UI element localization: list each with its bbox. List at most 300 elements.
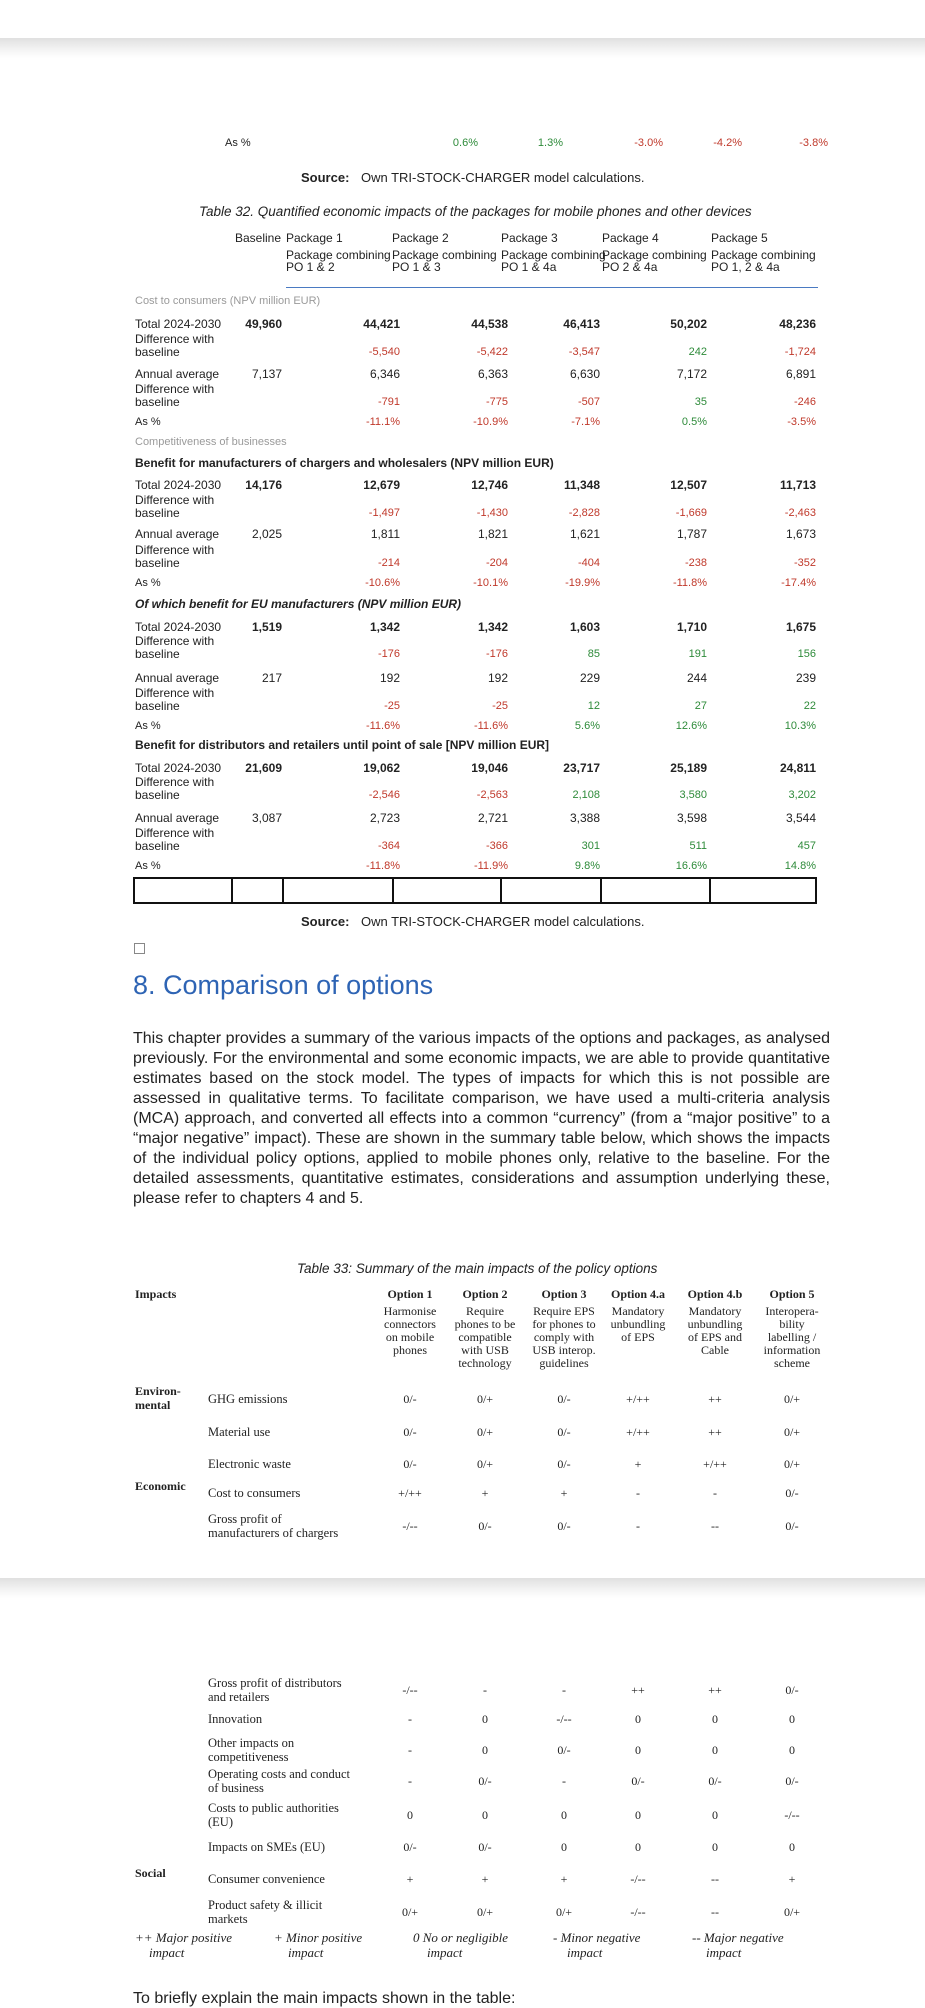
impact-score: 0/-	[557, 1743, 571, 1757]
table-cell: -4.2%	[713, 137, 742, 149]
checkbox-icon[interactable]	[134, 943, 145, 954]
legend-entry: 0 No or negligible	[413, 1930, 508, 1945]
table-cell: 0.6%	[452, 137, 478, 149]
impact-score: 0/+	[783, 1457, 801, 1471]
table-cell: 12	[587, 700, 600, 712]
impact-score: --	[711, 1905, 719, 1919]
impact-score: +	[560, 1486, 568, 1500]
legend-entry: impact	[149, 1945, 185, 1960]
table-cell: 191	[688, 648, 707, 660]
impact-score: 0	[561, 1808, 567, 1822]
impact-score: -/--	[630, 1872, 646, 1886]
impact-score: 0/-	[478, 1840, 492, 1854]
impact-score: +	[560, 1872, 568, 1886]
impact-score: -	[562, 1774, 566, 1788]
table-cell: 35	[694, 396, 707, 408]
column-header: Package 1	[286, 231, 343, 245]
table-cell: -10.9%	[473, 416, 508, 428]
table-cell: 1,673	[785, 527, 816, 541]
impact-score: +	[788, 1872, 796, 1886]
table-cell: 242	[688, 346, 707, 358]
impact-score: 0/+	[783, 1905, 801, 1919]
impact-score: 0/+	[555, 1905, 573, 1919]
impact-label: competitiveness	[208, 1750, 289, 1764]
table-cell: 22	[803, 700, 816, 712]
impact-score: 0/-	[403, 1840, 417, 1854]
impact-score: +	[634, 1457, 642, 1471]
impact-score: 0	[635, 1712, 641, 1726]
option-description: on mobile	[385, 1330, 435, 1344]
table-cell: -2,463	[784, 507, 816, 519]
table-cell: -11.6%	[473, 720, 508, 732]
impact-score: ++	[708, 1425, 722, 1439]
table-cell: -352	[793, 557, 816, 569]
table-cell: 1,342	[369, 620, 400, 634]
impact-score: +/++	[626, 1392, 650, 1406]
table-cell: -11.6%	[365, 720, 400, 732]
impact-score: -	[408, 1743, 412, 1757]
impact-score: 0/-	[403, 1457, 417, 1471]
table-cell: -214	[377, 557, 400, 569]
row-label: Difference with baseline	[135, 493, 215, 520]
row-label: Total 2024-2030	[135, 620, 222, 634]
table-cell: 1,821	[477, 527, 508, 541]
impact-label: and retailers	[208, 1690, 270, 1704]
row-label: Annual average	[135, 811, 220, 825]
category-label: mental	[135, 1398, 171, 1412]
table-cell: -204	[485, 557, 508, 569]
impact-score: 0/-	[557, 1519, 571, 1533]
row-label: Difference with baseline	[135, 332, 215, 359]
table-cell: 12,746	[471, 478, 508, 492]
impact-score: 0/-	[557, 1392, 571, 1406]
table-cell: 217	[261, 671, 282, 685]
row-label: As %	[135, 860, 161, 872]
table-cell: -404	[577, 557, 600, 569]
table-cell: 156	[797, 648, 816, 660]
table-cell: 1,675	[785, 620, 816, 634]
impact-score: 0	[482, 1712, 488, 1726]
table-cell: 239	[795, 671, 816, 685]
category-label: Economic	[135, 1479, 186, 1493]
source-label: Source:	[301, 914, 350, 929]
body-paragraph: This chapter provides a summary of the various impacts of the options and packages, as analysed previously. For the environmental and some economic impacts, we are able to provide quantitative estimates based on the stock model. The types of impacts for which this is not possible are assessed in qualitative terms. To facilitate comparison, we have used a multi-criteria analysis (MCA) approach, and converted all effects into a common “currency” (from a “major positive” to a “major negative” impact). These are shown in the summary table below, which shows the impacts of the individual policy options, applied to mobile phones only, relative to the baseline. For the detailed assessments, quantitative estimates, considerations and assumption underlying these, please refer to chapters 4 and 5.	[133, 1030, 830, 1207]
legend-entry: impact	[427, 1945, 463, 1960]
option-description: phones	[393, 1343, 427, 1357]
table-cell: -11.9%	[473, 860, 508, 872]
option-header: Option 5	[769, 1287, 815, 1301]
impact-score: 0	[789, 1840, 795, 1854]
impact-score: -	[408, 1774, 412, 1788]
option-description: technology	[458, 1356, 512, 1370]
impact-label: of business	[208, 1781, 264, 1795]
option-description: bility	[779, 1317, 805, 1331]
impact-label: Consumer convenience	[208, 1872, 325, 1886]
table-cell: -3.8%	[799, 137, 828, 149]
impact-score: 0	[712, 1808, 718, 1822]
table-cell: 12.6%	[675, 720, 707, 732]
impact-label: (EU)	[208, 1815, 233, 1829]
row-label: Annual average	[135, 527, 220, 541]
table-cell: -364	[377, 840, 400, 852]
impact-score: 0/-	[478, 1519, 492, 1533]
impact-label: Innovation	[208, 1712, 263, 1726]
option-description: Mandatory	[688, 1304, 742, 1318]
option-header: Option 4.b	[687, 1287, 743, 1301]
table-cell: -11.8%	[672, 577, 707, 589]
table-cell: -507	[577, 396, 600, 408]
impact-score: +	[481, 1872, 489, 1886]
impact-score: 0	[635, 1840, 641, 1854]
table-cell: -1,724	[784, 346, 816, 358]
row-label: As %	[135, 416, 161, 428]
table-cell: -10.6%	[365, 577, 400, 589]
impact-score: 0	[482, 1743, 488, 1757]
option-header: Option 3	[541, 1287, 587, 1301]
impact-score: 0	[712, 1712, 718, 1726]
table-cell: -17.4%	[781, 577, 816, 589]
option-description: for phones to	[532, 1317, 596, 1331]
column-header: Package 3	[501, 231, 558, 245]
table-cell: -2,828	[568, 507, 600, 519]
category-label: Environ-	[135, 1384, 181, 1398]
impact-score: 0	[635, 1808, 641, 1822]
option-header: Option 4.a	[610, 1287, 665, 1301]
option-description: phones to be	[454, 1317, 516, 1331]
table-cell: -5,422	[476, 346, 508, 358]
impact-label: Electronic waste	[208, 1457, 291, 1471]
impact-label: Operating costs and conduct	[208, 1767, 350, 1781]
table-cell: 9.8%	[574, 860, 600, 872]
table-cell: 44,538	[471, 317, 508, 331]
table-cell: 11,713	[779, 478, 816, 492]
table-cell: 1,603	[569, 620, 600, 634]
table-cell: 3,087	[251, 811, 282, 825]
impact-score: +/++	[398, 1486, 422, 1500]
impact-score: 0	[635, 1743, 641, 1757]
table-cell: 511	[689, 840, 707, 852]
table-cell: 6,346	[369, 367, 400, 381]
table-cell: 7,172	[676, 367, 707, 381]
table-cell: -176	[377, 648, 400, 660]
table-cell: 2,108	[572, 789, 600, 801]
legend-entry: impact	[288, 1945, 324, 1960]
impact-score: +	[481, 1486, 489, 1500]
impact-score: -/--	[402, 1519, 418, 1533]
impact-score: 0/-	[785, 1519, 799, 1533]
option-description: guidelines	[539, 1356, 589, 1370]
row-label: As %	[225, 137, 251, 149]
column-header: Package 2	[392, 231, 449, 245]
row-label: As %	[135, 720, 161, 732]
table-cell: 192	[379, 671, 400, 685]
row-label: Difference with baseline	[135, 686, 215, 713]
table-cell: -2,563	[476, 789, 508, 801]
impact-score: 0	[482, 1808, 488, 1822]
impact-score: 0/-	[403, 1425, 417, 1439]
impact-label: manufacturers of chargers	[208, 1526, 339, 1540]
legend-entry: + Minor positive	[274, 1930, 363, 1945]
option-description: Interopera-	[765, 1304, 819, 1318]
table-cell: 14.8%	[784, 860, 816, 872]
table-cell: -19.9%	[565, 577, 600, 589]
table-cell: 457	[797, 840, 816, 852]
impact-score: 0/+	[783, 1425, 801, 1439]
table-caption: Table 32. Quantified economic impacts of the packages for mobile phones and other devices	[199, 204, 752, 219]
impact-score: --	[711, 1872, 719, 1886]
table-caption: Table 33: Summary of the main impacts of the policy options	[297, 1261, 658, 1276]
option-description: of EPS	[621, 1330, 655, 1344]
table-cell: 12,679	[363, 478, 400, 492]
impact-score: 0/+	[476, 1425, 494, 1439]
table-cell: 5.6%	[574, 720, 600, 732]
impact-score: -	[562, 1683, 566, 1697]
table-cell: 16.6%	[675, 860, 707, 872]
impact-score: 0/-	[785, 1486, 799, 1500]
row-label: Annual average	[135, 671, 220, 685]
legend-entry: - Minor negative	[553, 1930, 641, 1945]
impact-score: 0/+	[783, 1392, 801, 1406]
section-heading: 8. Comparison of options	[133, 970, 434, 1000]
option-description: Harmonise	[383, 1304, 437, 1318]
table-cell: 19,062	[363, 761, 400, 775]
option-description: labelling /	[767, 1330, 817, 1344]
table-cell: -7.1%	[571, 416, 600, 428]
table-cell: 2,721	[477, 811, 508, 825]
table-cell: 1,811	[370, 527, 400, 541]
header-rule	[286, 287, 818, 288]
impact-score: ++	[708, 1683, 722, 1697]
table-cell: 50,202	[670, 317, 707, 331]
table-cell: 23,717	[563, 761, 600, 775]
column-header: Package 4	[602, 231, 659, 245]
table-cell: -3,547	[568, 346, 600, 358]
subsection-label: Benefit for manufacturers of chargers and wholesalers (NPV million EUR)	[135, 456, 554, 470]
body-text: To briefly explain the main impacts shown in the table:	[133, 1990, 516, 2007]
impact-score: ++	[631, 1683, 645, 1697]
table-cell: -25	[492, 700, 508, 712]
option-description: of EPS and	[688, 1330, 742, 1344]
table-cell: 46,413	[563, 317, 600, 331]
option-description: unbundling	[687, 1317, 743, 1331]
source-label: Source:	[301, 170, 350, 185]
table-cell: -5,540	[368, 346, 400, 358]
table-cell: 3,598	[676, 811, 707, 825]
table-cell: 11,348	[563, 478, 600, 492]
column-subheader: Package combining PO 1, 2 & 4a	[711, 248, 816, 274]
option-description: USB interop.	[532, 1343, 596, 1357]
impact-score: 0	[712, 1840, 718, 1854]
table-cell: 2,723	[369, 811, 400, 825]
table-cell: 3,544	[785, 811, 816, 825]
table-cell: 3,388	[569, 811, 600, 825]
section-label: Competitiveness of businesses	[135, 436, 287, 448]
table-cell: 2,025	[251, 527, 282, 541]
impact-score: 0	[407, 1808, 413, 1822]
table-cell: 1,710	[676, 620, 707, 634]
option-description: with USB	[461, 1343, 509, 1357]
option-description: Require	[466, 1304, 504, 1318]
impact-score: -	[636, 1519, 640, 1533]
table-cell: -11.1%	[365, 416, 400, 428]
impact-score: +	[406, 1872, 414, 1886]
row-label: Annual average	[135, 367, 220, 381]
option-description: scheme	[774, 1356, 810, 1370]
impact-label: Cost to consumers	[208, 1486, 301, 1500]
impact-score: 0/+	[476, 1392, 494, 1406]
impact-label: Costs to public authorities	[208, 1801, 339, 1815]
impact-label: GHG emissions	[208, 1392, 288, 1406]
page-top-band	[0, 38, 925, 58]
impact-score: -	[408, 1712, 412, 1726]
impact-label: Gross profit of	[208, 1512, 282, 1526]
impact-score: 0/-	[785, 1683, 799, 1697]
table-cell: -10.1%	[473, 577, 508, 589]
impact-score: 0/-	[403, 1392, 417, 1406]
table-cell: 1,787	[676, 527, 707, 541]
impact-label: Other impacts on	[208, 1736, 295, 1750]
row-label: Total 2024-2030	[135, 317, 222, 331]
empty-table-row	[133, 877, 817, 904]
impact-score: -	[483, 1683, 487, 1697]
legend-entry: impact	[706, 1945, 742, 1960]
column-subheader: Package combining PO 2 & 4a	[602, 248, 707, 274]
column-header: Package 5	[711, 231, 768, 245]
option-description: information	[763, 1343, 821, 1357]
option-description: compatible	[458, 1330, 512, 1344]
impact-score: -	[713, 1486, 717, 1500]
category-label: Social	[135, 1866, 166, 1880]
section-label: Cost to consumers (NPV million EUR)	[135, 295, 321, 307]
row-label: As %	[135, 577, 161, 589]
legend-entry: impact	[567, 1945, 603, 1960]
page-break-band	[0, 1578, 925, 1598]
table-cell: 14,176	[245, 478, 282, 492]
table-cell: -1,669	[675, 507, 707, 519]
legend-entry: -- Major negative	[692, 1930, 784, 1945]
impact-score: 0	[561, 1840, 567, 1854]
table-cell: -176	[485, 648, 508, 660]
table-cell: 1,519	[251, 620, 282, 634]
column-subheader: Package combining PO 1 & 4a	[501, 248, 606, 274]
option-description: unbundling	[610, 1317, 666, 1331]
table-cell: -1,430	[476, 507, 508, 519]
subsection-label: Benefit for distributors and retailers until point of sale [NPV million EUR]	[135, 738, 550, 752]
column-subheader: Package combining PO 1 & 2	[286, 248, 391, 274]
table-cell: -366	[485, 840, 508, 852]
row-label: Difference with baseline	[135, 634, 215, 661]
impact-score: 0	[789, 1743, 795, 1757]
impact-score: 0/-	[557, 1457, 571, 1471]
impact-score: 0/-	[631, 1774, 645, 1788]
table-cell: 6,363	[477, 367, 508, 381]
row-label: Total 2024-2030	[135, 761, 222, 775]
impact-score: 0	[712, 1743, 718, 1757]
table-cell: 24,811	[779, 761, 816, 775]
impact-score: 0/+	[476, 1457, 494, 1471]
impact-score: --	[711, 1519, 719, 1533]
impact-score: 0	[789, 1712, 795, 1726]
impact-score: 0/+	[401, 1905, 419, 1919]
table-cell: -3.5%	[787, 416, 816, 428]
impact-score: +/++	[626, 1425, 650, 1439]
row-label: Difference with baseline	[135, 775, 215, 802]
column-header: Impacts	[135, 1287, 177, 1301]
table-cell: -1,497	[368, 507, 400, 519]
option-header: Option 1	[387, 1287, 433, 1301]
option-description: comply with	[533, 1330, 595, 1344]
table-cell: 301	[581, 840, 600, 852]
table-cell: 3,202	[788, 789, 816, 801]
table-cell: -11.8%	[365, 860, 400, 872]
table-cell: 25,189	[670, 761, 707, 775]
source-text: Own TRI-STOCK-CHARGER model calculations.	[361, 170, 645, 185]
option-description: Require EPS	[533, 1304, 595, 1318]
table-cell: 21,609	[245, 761, 282, 775]
table-cell: -246	[793, 396, 816, 408]
impact-label: Material use	[208, 1425, 271, 1439]
impact-label: markets	[208, 1912, 248, 1926]
column-header: Baseline	[235, 231, 282, 245]
option-header: Option 2	[462, 1287, 508, 1301]
impact-score: ++	[708, 1392, 722, 1406]
table-cell: 0.5%	[681, 416, 707, 428]
table-cell: 3,580	[679, 789, 707, 801]
table-cell: 85	[587, 648, 600, 660]
impact-score: +/++	[703, 1457, 727, 1471]
impact-score: -/--	[402, 1683, 418, 1697]
impact-score: 0/-	[557, 1425, 571, 1439]
option-description: Cable	[701, 1343, 729, 1357]
table-cell: -25	[384, 700, 400, 712]
table-cell: 10.3%	[784, 720, 816, 732]
row-label: Difference with baseline	[135, 543, 215, 570]
impact-label: Product safety & illicit	[208, 1898, 323, 1912]
legend-entry: ++ Major positive	[135, 1930, 232, 1945]
option-description: connectors	[384, 1317, 436, 1331]
table-cell: 12,507	[670, 478, 707, 492]
table-cell: 49,960	[245, 317, 282, 331]
impact-label: Gross profit of distributors	[208, 1676, 342, 1690]
impact-score: 0/-	[708, 1774, 722, 1788]
table-cell: 192	[487, 671, 508, 685]
table-cell: 27	[694, 700, 707, 712]
table-cell: 229	[579, 671, 600, 685]
option-description: Mandatory	[611, 1304, 665, 1318]
table-cell: 19,046	[471, 761, 508, 775]
table-cell: 1,342	[477, 620, 508, 634]
table-cell: -775	[485, 396, 508, 408]
impact-score: -/--	[784, 1808, 800, 1822]
table-cell: -3.0%	[634, 137, 663, 149]
table-cell: 6,891	[785, 367, 816, 381]
row-label: Total 2024-2030	[135, 478, 222, 492]
table-cell: 1,621	[569, 527, 600, 541]
table-cell: 244	[686, 671, 707, 685]
table-cell: 6,630	[569, 367, 600, 381]
impact-score: 0/-	[785, 1774, 799, 1788]
row-label: Difference with baseline	[135, 826, 215, 853]
impact-score: 0/+	[476, 1905, 494, 1919]
table-cell: -238	[684, 557, 707, 569]
table-cell: 1.3%	[537, 137, 563, 149]
impact-score: -/--	[556, 1712, 572, 1726]
table-cell: -2,546	[368, 789, 400, 801]
table-cell: 7,137	[251, 367, 282, 381]
row-label: Difference with baseline	[135, 382, 215, 409]
table-cell: 44,421	[363, 317, 400, 331]
table-cell: 48,236	[779, 317, 816, 331]
